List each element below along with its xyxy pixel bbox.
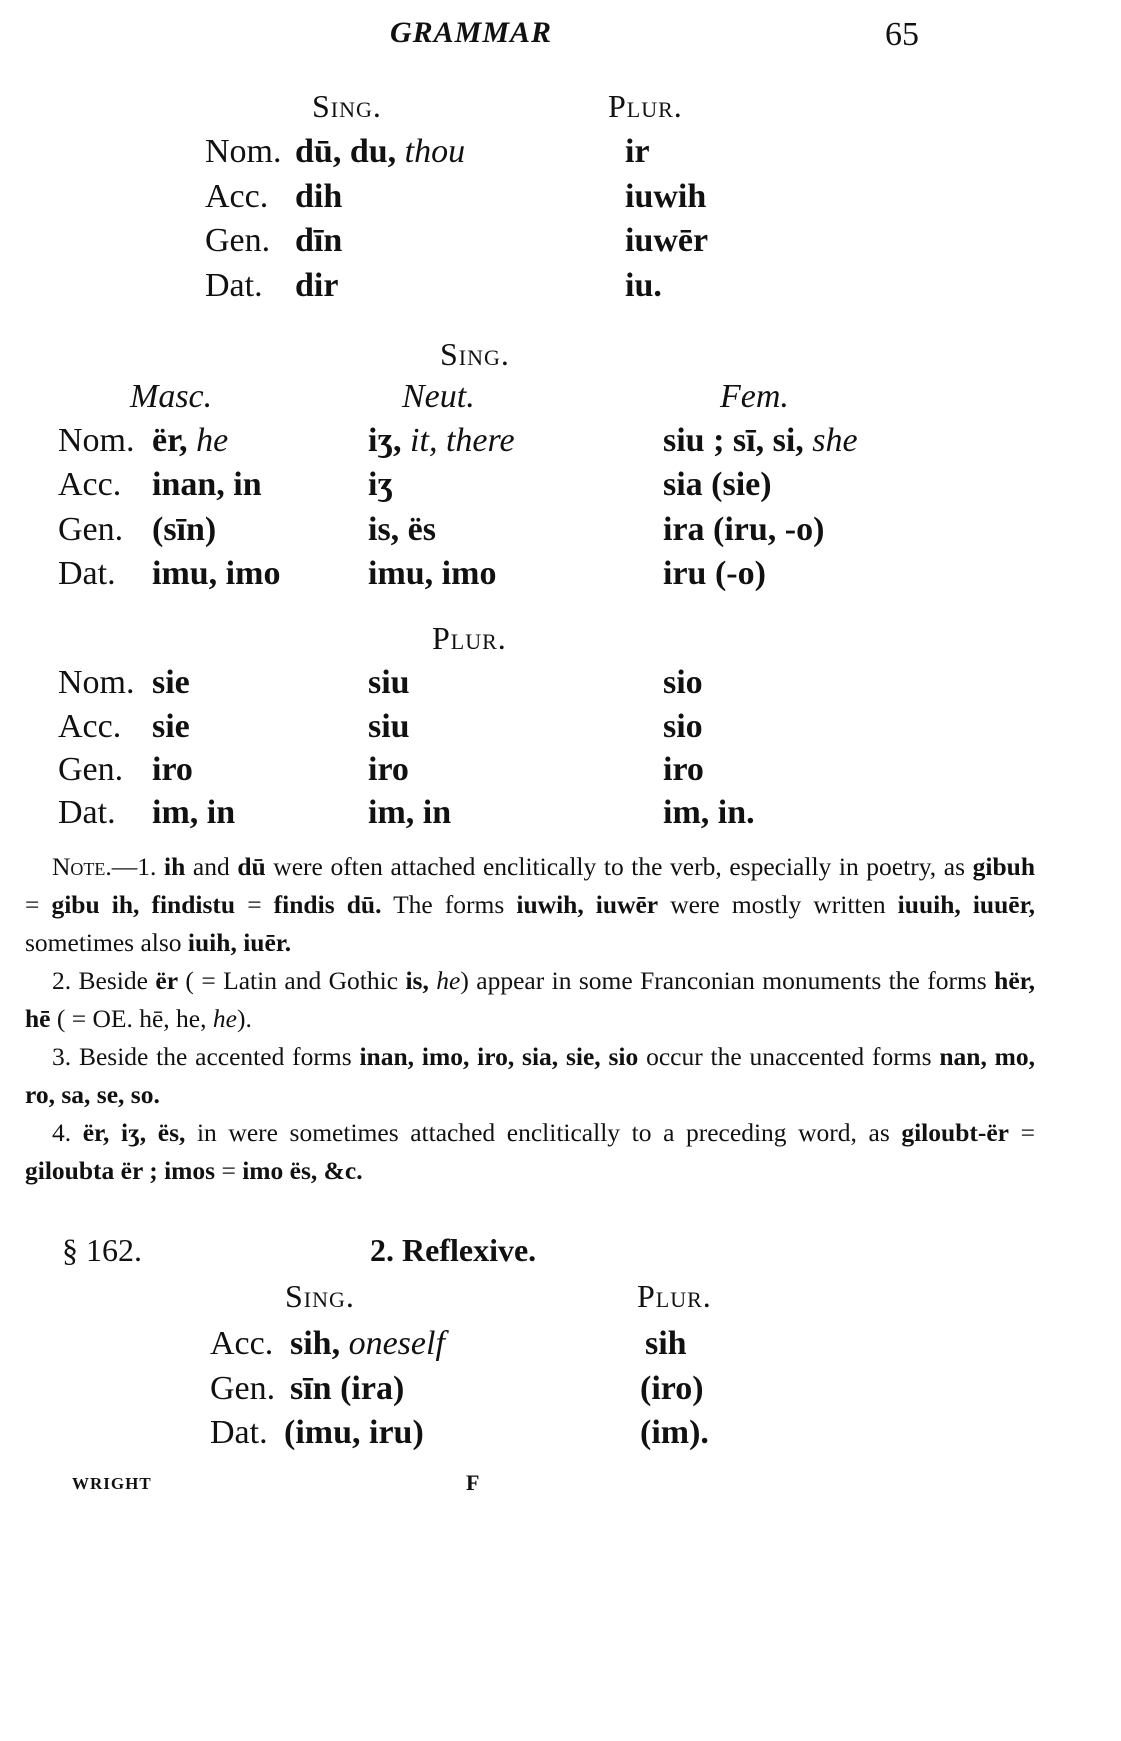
table-cell: im, in bbox=[368, 794, 452, 831]
note-2: 2. Beside ër ( = Latin and Gothic is, he) appear in some Franconian monuments the forms hër, hē ( = OE. hē, he, he). bbox=[25, 966, 1036, 1033]
section-head-sing: Sing. bbox=[440, 336, 510, 372]
table-cell: ir bbox=[625, 133, 650, 170]
col-head-plur: Plur. bbox=[637, 1278, 712, 1314]
case-label: Dat. bbox=[58, 555, 116, 592]
table-cell: ër, he bbox=[152, 422, 229, 459]
case-label: Dat. bbox=[210, 1414, 268, 1451]
table-cell: iuwēr bbox=[625, 222, 709, 259]
table-cell: im, in. bbox=[663, 794, 755, 831]
table-cell: siu bbox=[368, 664, 410, 701]
case-label: Gen. bbox=[205, 222, 271, 259]
case-label: Gen. bbox=[58, 751, 124, 788]
table-cell: iro bbox=[663, 751, 704, 788]
table-cell: sio bbox=[663, 664, 703, 701]
notes-block bbox=[25, 848, 1035, 1190]
running-head: GRAMMAR bbox=[390, 16, 553, 49]
gender-head-neut: Neut. bbox=[402, 378, 475, 415]
gender-head-masc: Masc. bbox=[130, 378, 213, 415]
case-label: Dat. bbox=[205, 267, 263, 304]
table-cell: (imu, iru) bbox=[284, 1414, 424, 1451]
table-cell: sio bbox=[663, 708, 703, 745]
case-label: Acc. bbox=[58, 466, 122, 503]
table-cell: (iro) bbox=[640, 1370, 704, 1407]
table-cell: sie bbox=[152, 664, 190, 701]
table-cell: dir bbox=[295, 267, 339, 304]
table-cell: iuwih bbox=[625, 178, 707, 215]
table-cell: iro bbox=[152, 751, 193, 788]
gender-head-fem: Fem. bbox=[720, 378, 789, 415]
table-cell: dih bbox=[295, 178, 343, 215]
table-cell: sīn (ira) bbox=[290, 1370, 405, 1407]
col-head-sing: Sing. bbox=[312, 88, 382, 124]
table-cell: iu. bbox=[625, 267, 662, 304]
case-label: Nom. bbox=[205, 133, 282, 170]
table-cell: (im). bbox=[640, 1414, 709, 1451]
table-cell: sie bbox=[152, 708, 190, 745]
section-head-plur: Plur. bbox=[432, 620, 507, 656]
col-head-plur: Plur. bbox=[608, 88, 683, 124]
case-label: Acc. bbox=[210, 1325, 274, 1362]
col-head-sing: Sing. bbox=[285, 1278, 355, 1314]
table-cell: sih, oneself bbox=[290, 1325, 445, 1362]
table-cell: iʒ bbox=[368, 466, 394, 503]
table-cell: iru (-o) bbox=[663, 555, 766, 592]
table-cell: sia (sie) bbox=[663, 466, 772, 503]
table-cell: iʒ, it, there bbox=[368, 422, 515, 459]
case-label: Dat. bbox=[58, 794, 116, 831]
table-cell: dū, du, thou bbox=[295, 133, 466, 170]
table-cell: imu, imo bbox=[368, 555, 497, 592]
case-label: Gen. bbox=[58, 511, 124, 548]
table-cell: siu ; sī, si, she bbox=[663, 422, 858, 459]
sheet-mark: F bbox=[466, 1470, 481, 1495]
section-title: 2. Reflexive. bbox=[370, 1232, 537, 1268]
case-label: Nom. bbox=[58, 664, 135, 701]
table-cell: ira (iru, -o) bbox=[663, 511, 825, 548]
note-1: Note.—1. ih and dū were often attached enclitically to the verb, especially in poetry, as gibuh = gibu ih, findistu = findis dū. The forms iuwih, iuwēr were mostly written iuuih, iuuēr, sometimes also iuih, iuēr. bbox=[25, 852, 1036, 957]
note-4: 4. ër, iʒ, ës, in were sometimes attached enclitically to a preceding word, as giloubt-ër = giloubta ër ; imos = imo ës, &c. bbox=[25, 1118, 1035, 1185]
case-label: Acc. bbox=[58, 708, 122, 745]
section-number: § 162. bbox=[62, 1232, 142, 1268]
table-cell: dīn bbox=[295, 222, 343, 259]
note-3: 3. Beside the accented forms inan, imo, iro, sia, sie, sio occur the unaccented forms nan, mo, ro, sa, se, so. bbox=[25, 1042, 1036, 1109]
table-cell: iro bbox=[368, 751, 409, 788]
case-label: Gen. bbox=[210, 1370, 276, 1407]
page-number: 65 bbox=[885, 16, 919, 53]
table-cell: im, in bbox=[152, 794, 236, 831]
table-cell: siu bbox=[368, 708, 410, 745]
table-cell: (sīn) bbox=[152, 511, 217, 548]
table-cell: sih bbox=[645, 1325, 687, 1362]
table-cell: is, ës bbox=[368, 511, 436, 548]
table-cell: inan, in bbox=[152, 466, 262, 503]
case-label: Nom. bbox=[58, 422, 135, 459]
case-label: Acc. bbox=[205, 178, 269, 215]
table-cell: imu, imo bbox=[152, 555, 281, 592]
printer-signature: WRIGHT bbox=[72, 1474, 152, 1493]
